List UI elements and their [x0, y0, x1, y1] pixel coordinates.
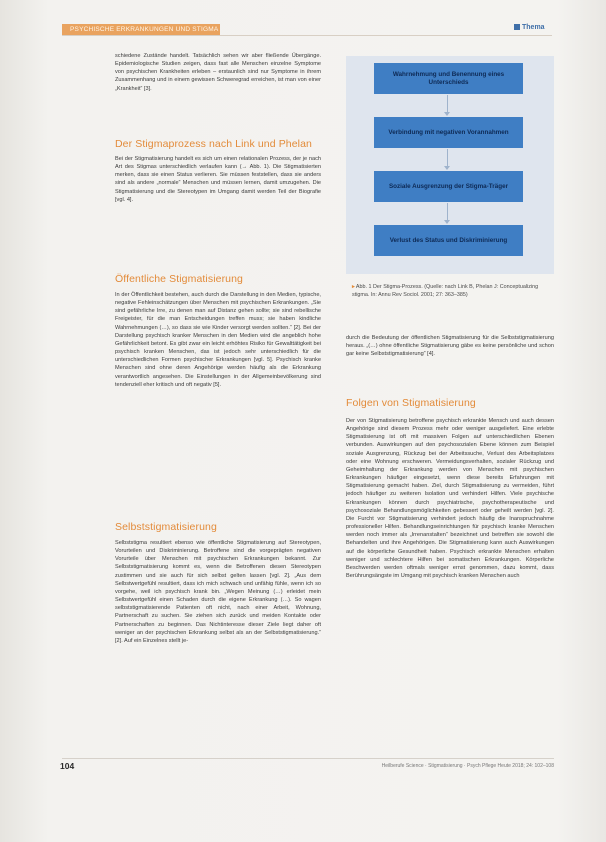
heading-public-stigma: Öffentliche Stigmatisierung	[115, 273, 243, 285]
continuation-text: durch die Bedeutung der öffentlichen Stigmatisierung für die Selbststigmatisierung heraus. „(…) ohne öffentliche Stigmatisierung gäbe es keine persönliche und schon gar keine Selbststigmatisierung“ [4].	[346, 335, 554, 358]
flow-arrow-2	[447, 149, 448, 167]
public-stigma-text: In der Öffentlichkeit bestehen, auch durch die Darstellung in den Medien, typische, negative Fehleinschätzungen über Menschen mit psychischen Erkrankungen. „Sie sind gefährliche Irre, zu denen man auf Distanz gehen sollte; sie sind rebellische Freigeister, für die man Entscheidungen treffen muss; sie haben kindliche Wahrnehmungen (…), so dass sie wie Kinder versorgt werden sollten.“ [2]. Bei der Darstellung psychisch kranker Menschen in den Medien wird die angeblich hohe Gefährlichkeit betont. Es gibt zwar ein leicht erhöhtes Risiko für Gewalttätigkeit bei psychisch kranken Menschen, das ist jedoch sehr unterschiedlich für die unterschiedlichen Formen psychischer Erkrankungen [vgl. 5]. Psychisch kranke Menschen sind ohne deren Angehörige werden häufig als die Erkrankung verantwortlich angesehen. Die Einstellungen in der Allgemeinbevölkerung sind tendenziell eher kritisch und oft negativ [5].	[115, 292, 321, 388]
thema-label	[514, 24, 545, 31]
heading-consequences: Folgen von Stigmatisierung	[346, 397, 476, 409]
section-header-label: PSYCHISCHE ERKRANKUNGEN UND STIGMA	[62, 24, 220, 35]
flow-arrow-1	[447, 95, 448, 113]
header-rule	[62, 35, 552, 36]
consequences-text: Der von Stigmatisierung betroffene psychisch erkrankte Mensch und auch dessen Angehörige sind diesem Prozess mehr oder weniger ausgeliefert. Eine erlebte Stigmatisierung ist oft mit massiven Folgen auf unterschiedlichen Ebenen verbunden. Auswirkungen auf den psychosozialen Ebene können zum Beispiel soziale Ausgrenzung, Rückzug bei der Arbeitssuche, Verlust des Arbeitsplatzes oder eine Wohnung erschweren. Vermeidungsverhalten, sozialer Rückzug und Geheimhaltung der Erkrankung werden von Menschen mit psychischen Erkrankungen häufiger eingesetzt, wenn diese bereits Erfahrungen mit Stigmatisierung gemacht haben. Ziel, durch Stigmatisierung zu vermeiden, führt jedoch häufiger zu weiteren Isolation und verhindert Hilfen. Viele psychische Erkrankungen können durch psychiatrische, psychotherapeutische und psychosoziale Behandlungsmöglichkeiten gebessert oder geheilt werden [vgl. 2]. Die Furcht vor Stigmatisierung verhindert jedoch häufig die Inanspruchnahme professioneller Hilfen. Behandlungseinrichtungen für psychisch kranke Menschen werden noch immer als „Irrenanstalten“ bezeichnet und betreffen sie sowohl die Behandelten und ihre Angehörigen. Die Stigmatisierung kann auch Auswirkungen auf die körperliche Gesundheit haben. Psychisch erkrankte Menschen erhalten weniger und schlechtere Hilfen bei somatischen Erkrankungen. Körperliche Beschwerden werden oftmals weniger ernst genommen, dazu kommt, dass Berührungsängste im Umgang mit psychisch kranken Menschen auch	[346, 418, 554, 579]
intro-text: schiedene Zustände handelt. Tatsächlich sehen wir aber fließende Übergänge. Epidemiologische Studien zeigen, dass fast alle Menschen einzelne Symptome von psychischen Krankheiten erleben – erstaunlich sind nur Symptome in ihrem Zusammenhang und in einem gewissen Schweregrad erreichen, ist man von einer „Krankheit“ [3].	[115, 53, 321, 92]
consequences-paragraph	[346, 417, 554, 751]
heading-stigma-process: Der Stigmaprozess nach Link und Phelan	[115, 138, 312, 150]
flow-box-1: Wahrnehmung und Benennung eines Unterschieds	[374, 63, 523, 94]
footer-reference: Heilberufe Science · Stigmatisierung · Psych Pflege Heute 2018; 24: 102–108	[381, 763, 554, 769]
thema-icon	[514, 24, 520, 30]
stigma-process-paragraph	[115, 155, 321, 261]
caption-text: Abb. 1 Der Stigma-Prozess. (Quelle: nach Link B, Phelan J: Conceptualizing stigma. In: Annu Rev Sociol. 2001; 27: 363–385)	[352, 284, 539, 298]
intro-paragraph	[115, 52, 321, 126]
caption-marker: ▸	[352, 284, 355, 290]
footer-rule	[62, 758, 554, 759]
thema-text: Thema	[522, 24, 545, 31]
flow-arrow-3	[447, 203, 448, 221]
flow-box-4: Verlust des Status und Diskriminierung	[374, 225, 523, 256]
public-stigma-paragraph	[115, 291, 321, 511]
self-stigma-paragraph	[115, 539, 321, 751]
stigma-process-text: Bei der Stigmatisierung handelt es sich um einen relationalen Prozess, der je nach Art des Stigmas unterschiedlich verlaufen kann (→ Abb. 1). Die Stigmatisierten merken, dass sie einen Status verlieren. Sie müssen feststellen, dass sie anders sind als andere „normale“ Menschen und müssen lernen, damit umzugehen. Die Stigmatisierung und die Stereotypen im Umgang damit werden Teil der Biografie [vgl. 4].	[115, 156, 321, 203]
flow-box-3: Soziale Ausgrenzung der Stigma-Träger	[374, 171, 523, 202]
continuation-paragraph	[346, 334, 554, 382]
heading-self-stigma: Selbststigmatisierung	[115, 521, 217, 533]
figure-caption	[352, 283, 548, 299]
flow-box-2: Verbindung mit negativen Vorannahmen	[374, 117, 523, 148]
page-number: 104	[60, 761, 75, 771]
self-stigma-text: Selbststigma resultiert ebenso wie öffentliche Stigmatisierung auf Stereotypen, Vorurteilen und Diskriminierung. Betroffene sind die vorgeprägten negativen Vorurteile über Menschen mit psychischen Erkrankungen bekannt. Zur Selbststigmatisierung kommt es, wenn die Betroffenen diesen Stereotypen zustimmen und sie auch für sich selbst gelten lassen [vgl. 2]. „Aus dem Selbstwertgefühl resultiert, dass ich mich schwach und unfähig fühle, wenn ich so vorgehe, weil ich psychisch krank bin. „Wegen Meinung (…) erleidet mein Selbstwertgefühl einen Schaden durch die eigene Erkrankung (…). So wagen selbststigmatisierende Patienten oft nicht, nach einer Arbeit, Wohnung, Partnerschaft zu suchen. Sie ziehen sich zurück und meiden Kontakte oder Partnerschaften zu beginnen. Das Nichtinteresse dieser Ziele liegt daher oft weniger an der psychischen Erkrankung selbst als an der Selbststigmatisierung.“ [2]. Auf ein Einzelnes stellt je-	[115, 540, 321, 644]
